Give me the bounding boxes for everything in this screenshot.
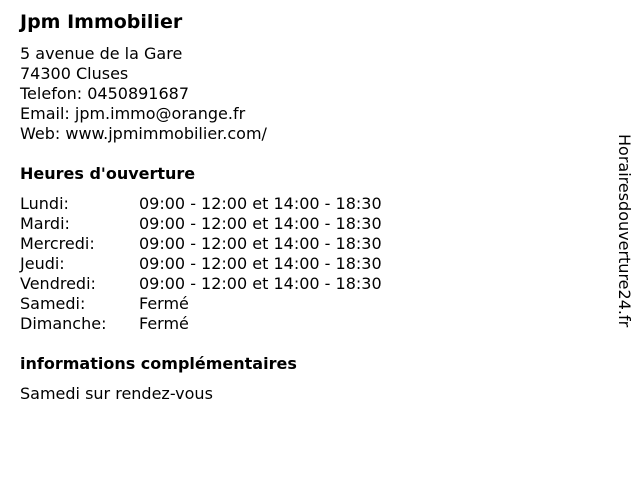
hours-time: 09:00 - 12:00 et 14:00 - 18:30	[139, 254, 382, 273]
hours-day: Mardi:	[20, 214, 70, 233]
business-name: Jpm Immobilier	[20, 11, 183, 33]
hours-title: Heures d'ouverture	[20, 164, 196, 183]
address-line-1: 5 avenue de la Gare	[20, 44, 183, 63]
hours-time: Fermé	[139, 314, 189, 333]
web-line: Web: www.jpmimmobilier.com/	[20, 124, 267, 143]
hours-day: Jeudi:	[20, 254, 65, 273]
watermark-text: Horairesdouverture24.fr	[615, 134, 634, 328]
hours-row	[20, 254, 382, 274]
hours-row	[20, 294, 382, 314]
hours-time: 09:00 - 12:00 et 14:00 - 18:30	[139, 214, 382, 233]
hours-time: 09:00 - 12:00 et 14:00 - 18:30	[139, 194, 382, 213]
hours-time: 09:00 - 12:00 et 14:00 - 18:30	[139, 274, 382, 293]
email-line: Email: jpm.immo@orange.fr	[20, 104, 246, 123]
hours-day: Vendredi:	[20, 274, 96, 293]
hours-row	[20, 234, 382, 254]
hours-time: 09:00 - 12:00 et 14:00 - 18:30	[139, 234, 382, 253]
hours-day: Dimanche:	[20, 314, 107, 333]
contact-block	[20, 44, 267, 144]
info-title: informations complémentaires	[20, 354, 297, 373]
address-line-2: 74300 Cluses	[20, 64, 129, 83]
hours-day: Lundi:	[20, 194, 69, 213]
hours-day: Samedi:	[20, 294, 86, 313]
info-text: Samedi sur rendez-vous	[20, 384, 213, 403]
hours-row	[20, 274, 382, 294]
hours-table	[20, 194, 382, 334]
hours-row	[20, 194, 382, 214]
hours-row	[20, 314, 382, 334]
hours-row	[20, 214, 382, 234]
hours-day: Mercredi:	[20, 234, 95, 253]
phone-line: Telefon: 0450891687	[20, 84, 190, 103]
hours-time: Fermé	[139, 294, 189, 313]
